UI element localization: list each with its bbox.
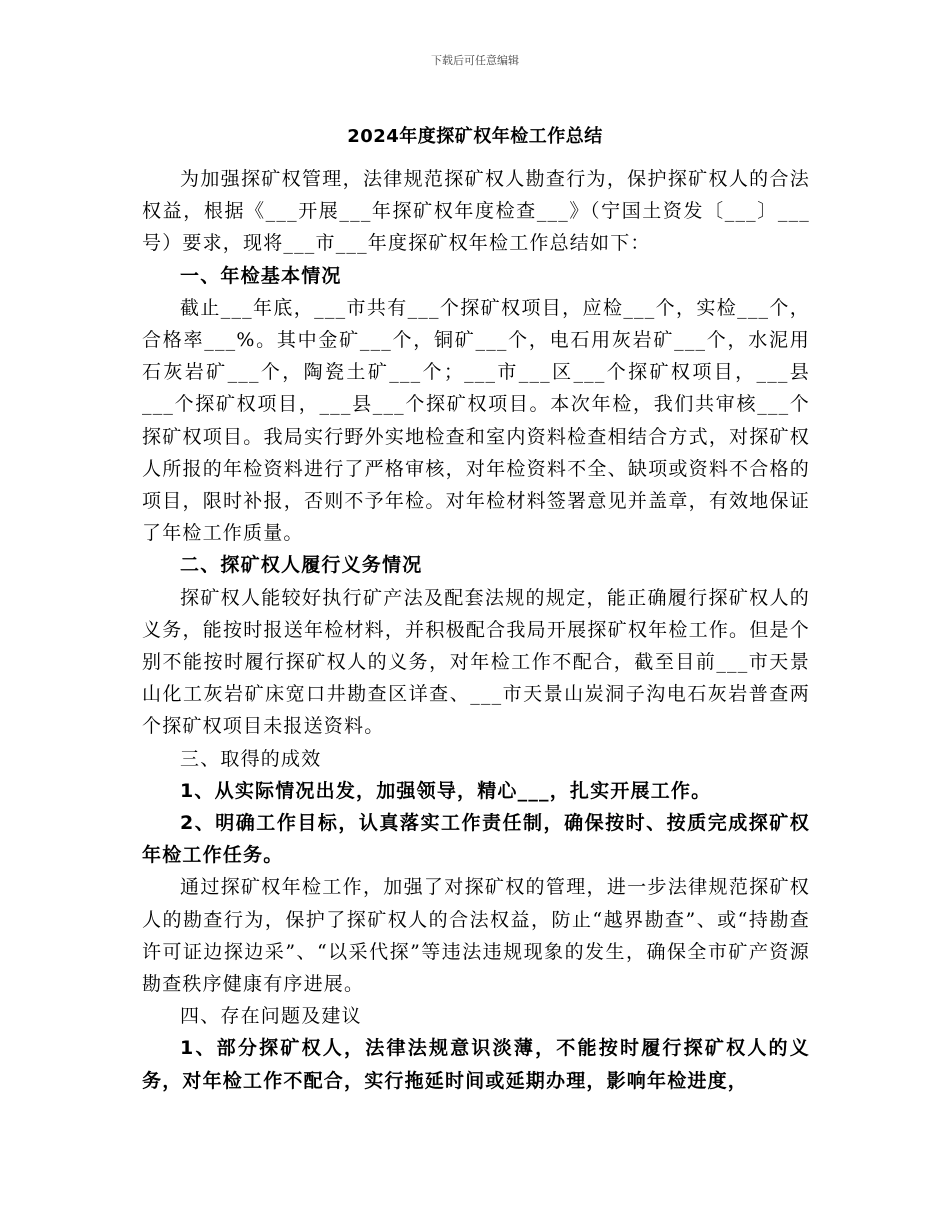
document-body xyxy=(142,163,810,1097)
section-heading-basic: 一、年检基本情况 xyxy=(180,264,342,287)
header-note: 下载后可任意编辑 xyxy=(431,54,519,67)
section-heading-obligations: 二、探矿权人履行义务情况 xyxy=(180,554,423,577)
document-title: 2024年度探矿权年检工作总结 xyxy=(347,126,603,147)
obligations-paragraph: 探矿权人能较好执行矿产法及配套法规的规定，能正确履行探矿权人的义务，能按时报送年检材料，并积极配合我局开展探矿权年检工作。但是个别不能按时履行探矿权人的义务，对年检工作不配合，截至目前___市天景山化工灰岩矿床宽口井勘查区详查、___市天景山炭洞子沟电石灰岩普查两个探矿权项目未报送资料。 xyxy=(142,586,810,738)
result-item-2: 2、明确工作目标，认真落实工作责任制，确保按时、按质完成探矿权年检工作任务。 xyxy=(142,812,810,867)
result-item-1: 1、从实际情况出发，加强领导，精心___，扎实开展工作。 xyxy=(180,779,712,802)
basic-info-paragraph: 截止___年底，___市共有___个探矿权项目，应检___个，实检___个，合格率___%。其中金矿___个，铜矿___个，电石用灰岩矿___个，水泥用石灰岩矿___个，陶瓷土矿___个；___市___区___个探矿权项目，___县___个探矿权项目，___县___个探矿权项目。本次年检，我们共审核___个探矿权项目。我局实行野外实地检查和室内资料检查相结合方式，对探矿权人所报的年检资料进行了严格审核，对年检资料不全、缺项或资料不合格的项目，限时补报，否则不予年检。对年检材料签署意见并盖章，有效地保证了年检工作质量。 xyxy=(142,296,810,545)
section-heading-issues: 四、存在问题及建议 xyxy=(180,1005,362,1028)
results-paragraph: 通过探矿权年检工作，加强了对探矿权的管理，进一步法律规范探矿权人的勘查行为，保护了探矿权人的合法权益，防止“越界勘查”、或“持勘查许可证边探边采”、“以采代探”等违法违规现象的发生，确保全市矿产资源勘查秩序健康有序进展。 xyxy=(142,876,810,996)
section-heading-results: 三、取得的成效 xyxy=(180,747,322,770)
issue-item-1: 1、部分探矿权人，法律法规意识淡薄，不能按时履行探矿权人的义务，对年检工作不配合，实行拖延时间或延期办理，影响年检进度， xyxy=(142,1037,810,1092)
intro-paragraph: 为加强探矿权管理，法律规范探矿权人勘查行为，保护探矿权人的合法权益，根据《___开展___年探矿权年度检查___》（宁国土资发〔___〕___号）要求，现将___市___年度探矿权年检工作总结如下： xyxy=(142,168,810,255)
